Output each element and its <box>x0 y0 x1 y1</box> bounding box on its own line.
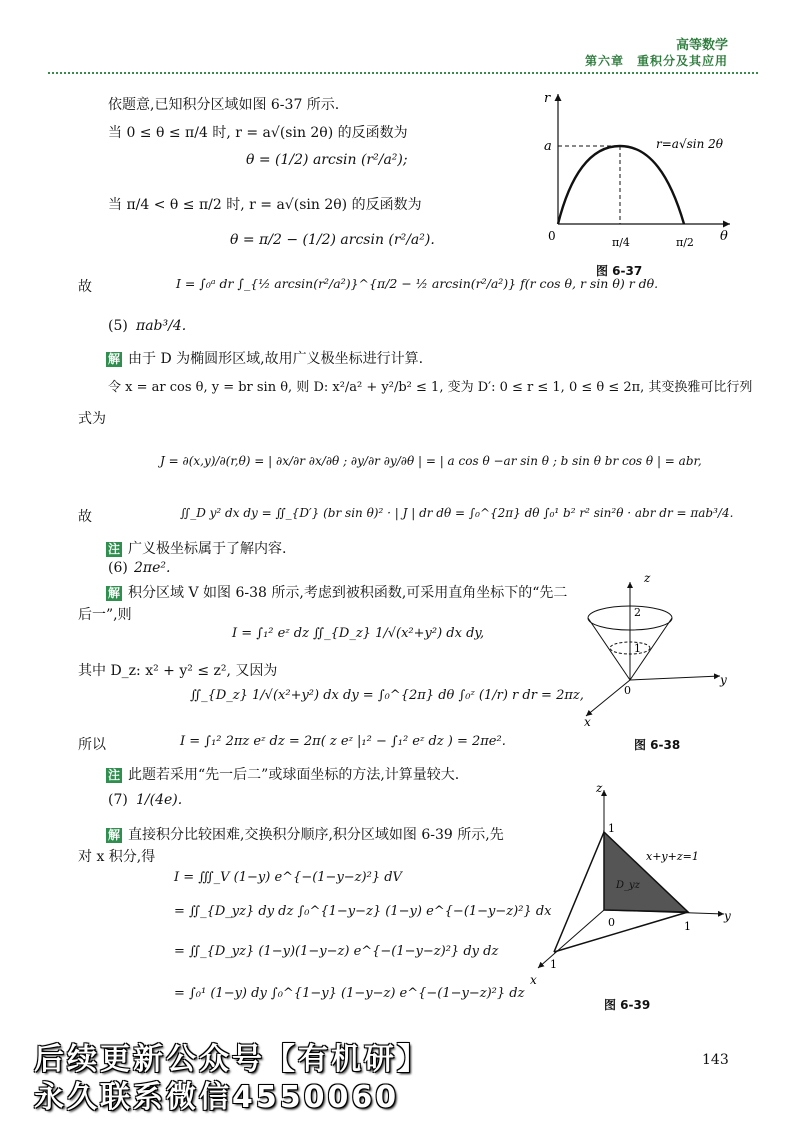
y-axis <box>630 676 720 680</box>
polar-curve <box>558 146 684 224</box>
gu-label: 故 <box>78 279 92 295</box>
p5-integral: ∬_D y² dx dy = ∬_{D′} (br sin θ)² · | J | dr dθ = ∫₀^{2π} dθ ∫₀¹ b² r² sin²θ · abr dr = πab³/4. <box>180 506 734 520</box>
p6-solution-cont: 后一”,则 <box>78 607 132 623</box>
figure-6-38 <box>570 570 740 730</box>
note-tag: 注 <box>108 542 121 556</box>
p6-suoyi: 所以 <box>78 737 106 753</box>
p5-label: (5) <box>108 318 128 334</box>
chapter-title: 第六章 重积分及其应用 <box>584 54 728 68</box>
solution-tag: 解 <box>108 586 121 600</box>
p5-answer: πab³/4. <box>136 318 187 334</box>
p6-label: (6) <box>108 560 128 576</box>
p7-answer: 1/(4e). <box>136 792 183 808</box>
intro-text: 依题意,已知积分区域如图 6-37 所示. <box>108 97 340 113</box>
plane-edge-zx <box>554 832 604 952</box>
p6-solution <box>106 582 567 602</box>
jacobian-eq: J = ∂(x,y)/∂(r,θ) = | ∂x/∂r ∂x/∂θ ; ∂y/∂r ∂y/∂θ | = | a cos θ −ar sin θ ; b sin θ br cos θ | = abr, <box>160 454 702 468</box>
watermark-line2: 永久联系微信4550060 <box>34 1080 400 1115</box>
axis-theta-label: θ <box>720 229 728 244</box>
axis-y-label: y <box>724 909 731 923</box>
eq2: θ = π/2 − (1/2) arcsin (r²/a²). <box>230 232 435 248</box>
origin-label: 0 <box>608 916 615 929</box>
case1-text: 当 0 ≤ θ ≤ π/4 时, r = a√(sin 2θ) 的反函数为 <box>108 125 408 141</box>
p7-line4: = ∫₀¹ (1−y) dy ∫₀^{1−y} (1−y−z) e^{−(1−y−z)²} dz <box>174 986 525 1001</box>
p5-solution-text: 由于 D 为椭圆形区域,故用广义极坐标进行计算. <box>128 351 424 367</box>
p5-substitution: 令 x = ar cos θ, y = br sin θ, 则 D: x²/a² + y²/b² ≤ 1, 变为 D′: 0 ≤ r ≤ 1, 0 ≤ θ ≤ 2π, 其变换雅可比行列 <box>108 380 753 395</box>
a-tick: a <box>544 139 552 154</box>
region-label: D_yz <box>616 880 640 891</box>
note-tag: 注 <box>108 768 121 782</box>
y-one-label: 1 <box>684 920 691 933</box>
p7-line2: = ∬_{D_yz} dy dz ∫₀^{1−y−z} (1−y) e^{−(1−y−z)²} dx <box>174 904 552 919</box>
p6-solution-text: 积分区域 V 如图 6-38 所示,考虑到被积函数,可采用直角坐标下的“先二 <box>128 585 568 601</box>
axis-z-label: z <box>644 571 651 585</box>
p6-where: 其中 D_z: x² + y² ≤ z², 又因为 <box>78 663 278 679</box>
caption-6-37: 图 6-37 <box>596 264 643 278</box>
level-2-label: 2 <box>634 606 641 619</box>
p5-note <box>106 538 286 558</box>
plane-edge-xy <box>554 912 688 952</box>
p6-eq3: I = ∫₁² 2πz eᶻ dz = 2π( z eᶻ |₁² − ∫₁² eᶻ dz ) = 2πe². <box>180 734 506 749</box>
p6-note-text: 此题若采用“先一后二”或球面坐标的方法,计算量较大. <box>128 767 460 783</box>
page-number: 143 <box>702 1052 729 1068</box>
level-1-label: 1 <box>634 642 641 655</box>
p5-note-text: 广义极坐标属于了解内容. <box>128 541 287 557</box>
eq1: θ = (1/2) arcsin (r²/a²); <box>246 152 408 168</box>
p6-eq2: ∬_{D_z} 1/√(x²+y²) dx dy = ∫₀^{2π} dθ ∫₀ᶻ (1/r) r dr = 2πz, <box>190 688 584 703</box>
p6-eq1: I = ∫₁² eᶻ dz ∬_{D_z} 1/√(x²+y²) dx dy, <box>232 626 485 641</box>
z-one-label: 1 <box>608 822 615 835</box>
origin-label: 0 <box>548 229 556 243</box>
p5-gu-label: 故 <box>78 509 92 525</box>
caption-6-39: 图 6-39 <box>604 998 651 1012</box>
cone-left <box>588 618 630 680</box>
solution-tag: 解 <box>108 828 121 842</box>
eq3: I = ∫₀ᵃ dr ∫_{½ arcsin(r²/a²)}^{π/2 − ½ arcsin(r²/a²)} f(r cos θ, r sin θ) r dθ. <box>176 276 659 291</box>
figure-6-39 <box>524 780 744 990</box>
p7-label: (7) <box>108 792 128 808</box>
p7-solution-cont: 对 x 积分,得 <box>78 849 156 865</box>
d-yz-region <box>604 832 688 912</box>
axis-x-label: x <box>530 973 537 987</box>
p7-solution-text: 直接积分比较困难,交换积分顺序,积分区域如图 6-39 所示,先 <box>128 827 504 843</box>
p6-answer: 2πe². <box>134 560 171 576</box>
curve-label: r=a√sin 2θ <box>656 137 723 151</box>
axis-x-label: x <box>584 715 591 729</box>
book-title: 高等数学 <box>675 38 728 53</box>
axis-r-label: r <box>544 91 551 106</box>
solution-tag: 解 <box>108 352 121 366</box>
pi4-tick: π/4 <box>612 236 630 249</box>
p6-note <box>106 764 459 784</box>
x-axis <box>538 910 604 968</box>
p7-line1: I = ∭_V (1−y) e^{−(1−y−z)²} dV <box>174 870 402 885</box>
p5-substitution-cont: 式为 <box>78 411 106 427</box>
axis-y-label: y <box>720 673 727 687</box>
pi2-tick: π/2 <box>676 236 694 249</box>
watermark-line1: 后续更新公众号【有机研】 <box>34 1042 430 1077</box>
x-one-label: 1 <box>550 958 557 971</box>
p7-line3: = ∬_{D_yz} (1−y)(1−y−z) e^{−(1−y−z)²} dy dz <box>174 944 499 959</box>
axis-z-label: z <box>596 781 603 795</box>
p7-solution <box>106 824 504 844</box>
header-divider <box>48 72 758 74</box>
origin-label: 0 <box>624 684 631 697</box>
figure-6-37 <box>530 86 740 276</box>
p5-solution <box>106 348 423 368</box>
caption-6-38: 图 6-38 <box>634 738 681 752</box>
case2-text: 当 π/4 < θ ≤ π/2 时, r = a√(sin 2θ) 的反函数为 <box>108 197 422 213</box>
plane-label: x+y+z=1 <box>646 850 699 863</box>
